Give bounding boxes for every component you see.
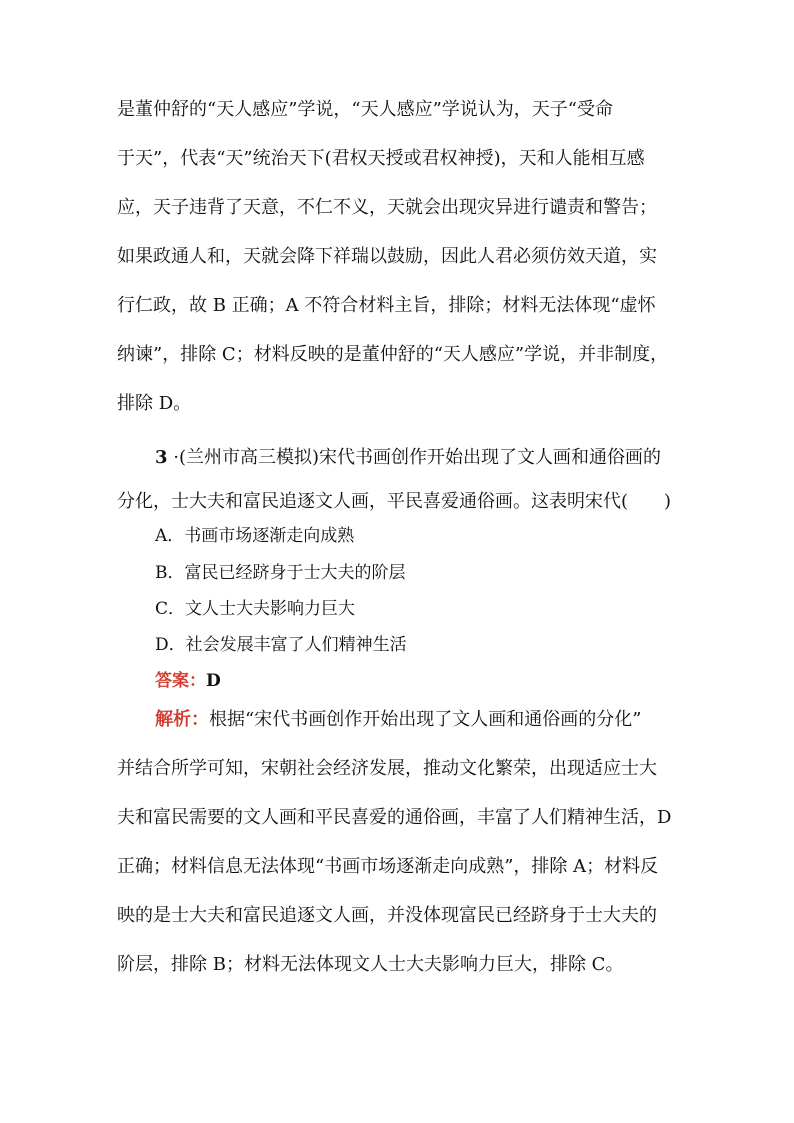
- analysis-line-4: 正确；材料信息无法体现“书画市场逐渐走向成熟”，排除 A；材料反: [117, 856, 659, 877]
- analysis-prev-line-7: 排除 D。: [117, 393, 192, 414]
- analysis-prev-line-3: 应，天子违背了天意，不仁不义，天就会出现灾异进行谴责和警告；: [117, 197, 657, 218]
- analysis-line-6: 阶层，排除 B；材料无法体现文人士大夫影响力巨大，排除 C。: [117, 954, 624, 975]
- analysis-line-5: 映的是士大夫和富民追逐文人画，并没体现富民已经跻身于士大夫的: [117, 905, 657, 926]
- analysis-prev-line-5: 行仁政，故 B 正确；A 不符合材料主旨，排除；材料无法体现“虚怀: [117, 295, 656, 316]
- analysis-first-text: 根据“宋代书画创作开始出现了文人画和通俗画的分化”: [209, 709, 642, 730]
- question-stem-line-1: [155, 446, 682, 470]
- option-b: B．富民已经跻身于士大夫的阶层: [155, 563, 406, 583]
- answer-label: 答案：: [155, 671, 206, 691]
- question-stem-text-1: 宋代书画创作开始出现了文人画和通俗画的: [319, 447, 662, 468]
- option-c: C．文人士大夫影响力巨大: [155, 599, 356, 619]
- answer-value: D: [206, 671, 221, 691]
- analysis-line-2: 并结合所学可知，宋朝社会经济发展，推动文化繁荣，出现适应士大: [117, 758, 657, 779]
- question-stem-line-2: [117, 490, 682, 514]
- question-separator: ·: [173, 447, 179, 468]
- analysis-prev-line-6: 纳谏”，排除 C；材料反映的是董仲舒的“天人感应”学说，并非制度，: [117, 344, 669, 365]
- question-source: (兰州市高三模拟): [179, 447, 320, 468]
- analysis-line-1: [155, 708, 682, 732]
- analysis-prev-line-2: 于天”，代表“天”统治天下(君权天授或君权神授)，天和人能相互感: [117, 148, 645, 169]
- analysis-line-3: 夫和富民需要的文人画和平民喜爱的通俗画，丰富了人们精神生活，D: [117, 807, 672, 828]
- question-stem-close: ): [664, 491, 672, 512]
- analysis-prev-line-1: 是董仲舒的“天人感应”学说，“天人感应”学说认为，天子“受命: [117, 99, 614, 120]
- analysis-prev-line-4: 如果政通人和，天就会降下祥瑞以鼓励，因此人君必须仿效天道，实: [117, 246, 657, 267]
- option-d: D．社会发展丰富了人们精神生活: [155, 635, 407, 655]
- question-stem-text-2: 分化，士大夫和富民追逐文人画，平民喜爱通俗画。这表明宋代(: [117, 491, 629, 512]
- question-number: 3: [155, 447, 168, 468]
- analysis-label: 解析：: [155, 709, 209, 730]
- answer-line: [155, 669, 221, 693]
- option-a: A．书画市场逐渐走向成熟: [155, 526, 355, 546]
